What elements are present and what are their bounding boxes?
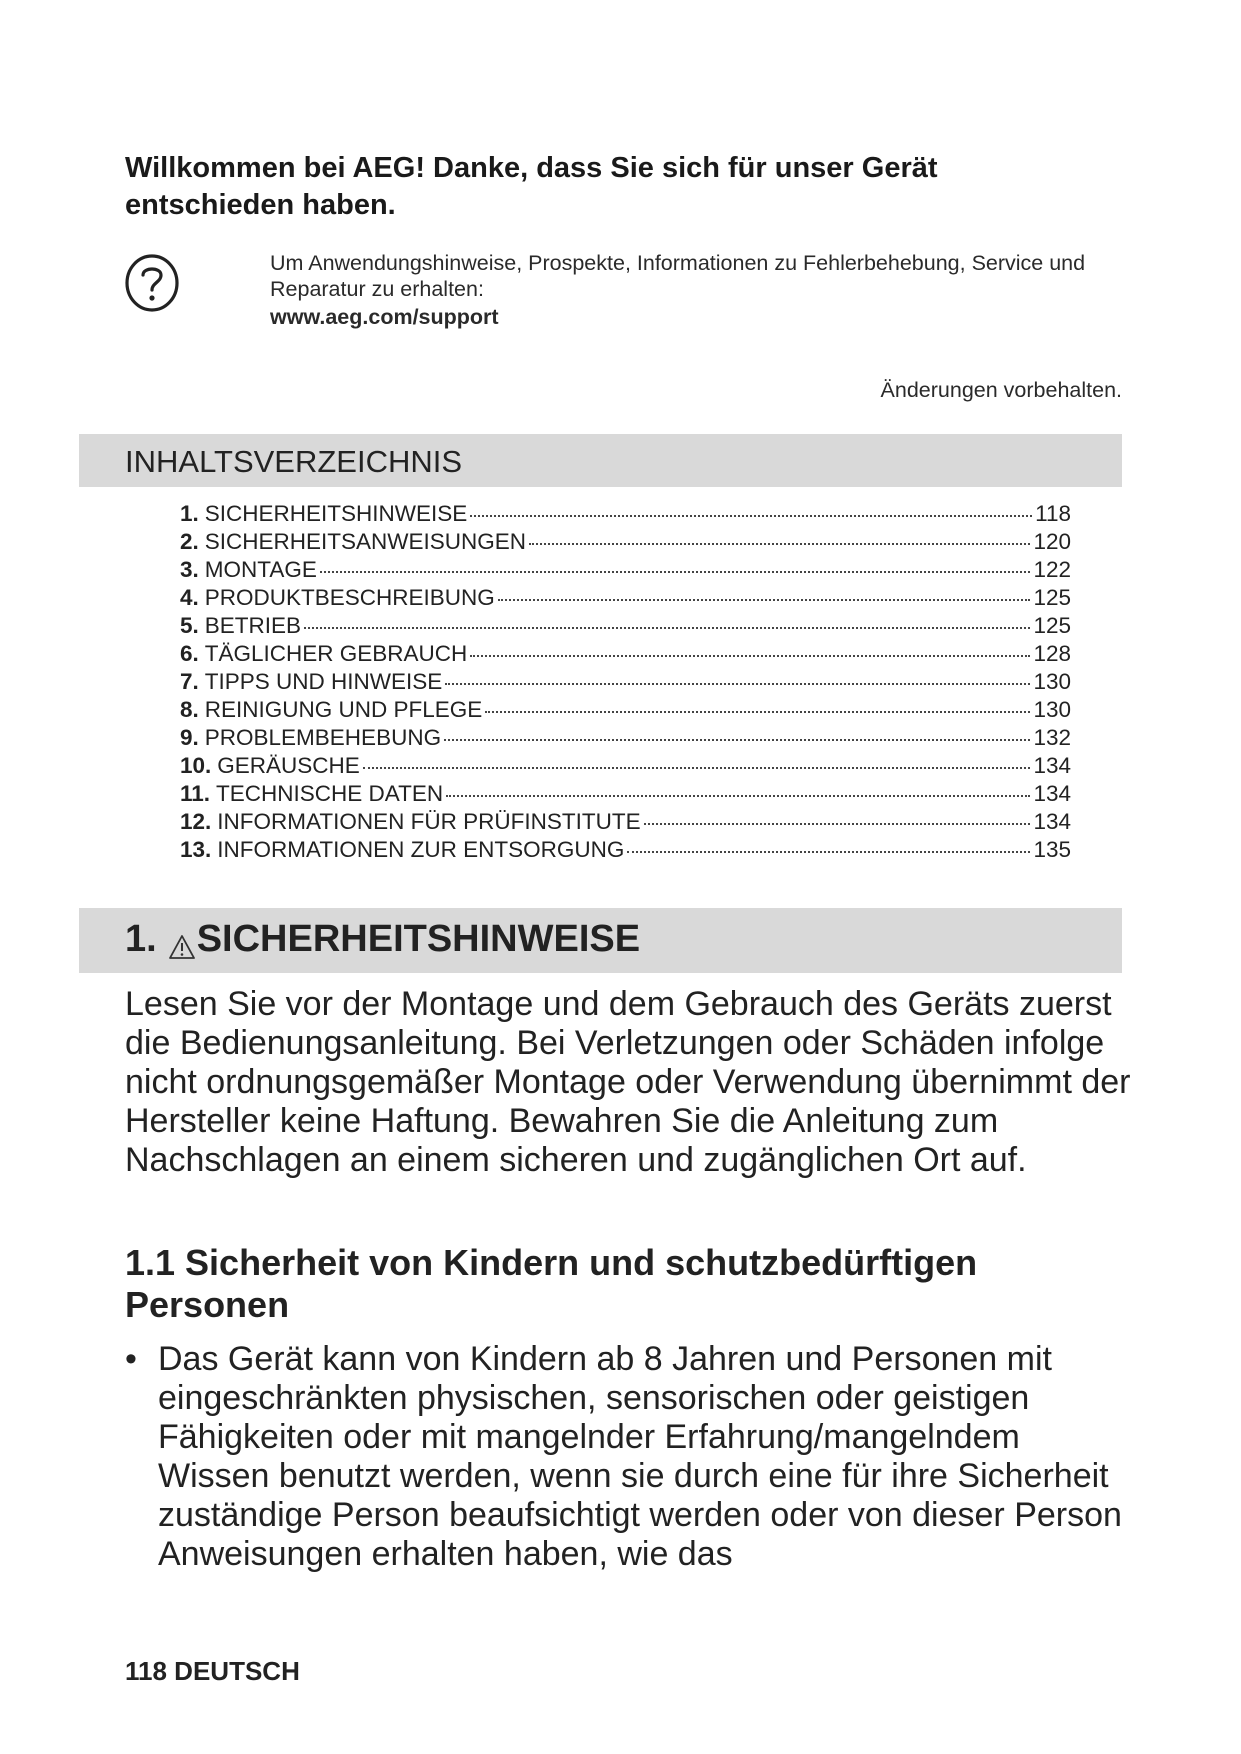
toc-entry-number: 2. [180, 529, 199, 554]
bullet-list [125, 1340, 1135, 1574]
toc-entry-label: GERÄUSCHE [217, 753, 360, 778]
toc-leader-dots [470, 497, 1032, 517]
toc-leader-dots [644, 805, 1031, 825]
toc-entry-label: INFORMATIONEN ZUR ENTSORGUNG [217, 837, 625, 862]
toc-entry-label: SICHERHEITSHINWEISE [204, 501, 468, 526]
toc-entry-page: 118 [1035, 501, 1071, 526]
toc-entry-page: 125 [1033, 613, 1071, 638]
toc-entry-number: 11. [180, 781, 211, 806]
toc-entry-page: 125 [1033, 585, 1071, 610]
toc-entry-number: 9. [180, 725, 199, 750]
toc-entry-number: 6. [180, 641, 199, 666]
toc-entry-page: 134 [1033, 781, 1071, 806]
list-item [125, 1340, 1135, 1574]
toc-entry-label: TECHNISCHE DATEN [216, 781, 444, 806]
toc-entry-page: 120 [1033, 529, 1071, 554]
toc-leader-dots [444, 721, 1030, 741]
toc-entry-number: 1. [180, 501, 199, 526]
section-1-heading [125, 918, 640, 961]
table-of-contents [180, 500, 1071, 864]
toc-entry-label: TIPPS UND HINWEISE [204, 669, 443, 694]
section-title: SICHERHEITSHINWEISE [196, 918, 641, 960]
page-footer: 118 DEUTSCH [125, 1656, 300, 1686]
toc-leader-dots [485, 693, 1030, 713]
question-circle-icon [124, 252, 182, 314]
toc-leader-dots [445, 665, 1030, 685]
toc-entry-number: 5. [180, 613, 199, 638]
toc-entry[interactable] [180, 780, 1071, 808]
toc-entry-page: 134 [1033, 753, 1071, 778]
support-text: Um Anwendungshinweise, Prospekte, Informationen zu Fehlerbehebung, Service und Reparatur zu erhalten: [270, 251, 1086, 301]
toc-leader-dots [470, 637, 1030, 657]
toc-entry-number: 12. [180, 809, 212, 834]
toc-entry[interactable] [180, 640, 1071, 668]
toc-entry[interactable] [180, 836, 1071, 864]
toc-entry-label: MONTAGE [204, 557, 317, 582]
toc-title: INHALTSVERZEICHNIS [125, 444, 463, 479]
toc-leader-dots [363, 749, 1031, 769]
welcome-heading: Willkommen bei AEG! Danke, dass Sie sich für unser Gerät entschieden haben. [125, 152, 938, 221]
toc-entry-label: PROBLEMBEHEBUNG [204, 725, 442, 750]
toc-entry[interactable] [180, 584, 1071, 612]
section-1-body: Lesen Sie vor der Montage und dem Gebrauch des Geräts zuerst die Bedienungsanleitung. Bei Verletzungen oder Schäden infolge nicht ordnungsgemäßer Montage oder Verwendung übernimmt der Hersteller keine Haftung. Bewahren Sie die Anleitung zum Nachschlagen an einem sicheren und zugänglichen Ort auf. [125, 985, 1131, 1179]
toc-entry-number: 10. [180, 753, 212, 778]
toc-entry-page: 135 [1033, 837, 1071, 862]
toc-leader-dots [627, 833, 1030, 853]
changes-note: Änderungen vorbehalten. [880, 378, 1122, 402]
toc-entry-number: 3. [180, 557, 199, 582]
toc-entry-label: INFORMATIONEN FÜR PRÜFINSTITUTE [217, 809, 641, 834]
toc-entry-label: PRODUKTBESCHREIBUNG [204, 585, 495, 610]
list-item-text: Das Gerät kann von Kindern ab 8 Jahren und Personen mit eingeschränkten physischen, sensorischen oder geistigen Fähigkeiten oder mit mangelnder Erfahrung/mangelndem Wissen benutzt werden, wenn sie durch eine für ihre Sicherheit zuständige Person beaufsichtigt werden oder von dieser Person Anweisungen erhalten haben, wie das [158, 1340, 1122, 1573]
bullet-marker: • [125, 1340, 137, 1378]
toc-entry[interactable] [180, 612, 1071, 640]
toc-entry[interactable] [180, 500, 1071, 528]
toc-entry[interactable] [180, 528, 1071, 556]
toc-entry-label: TÄGLICHER GEBRAUCH [204, 641, 468, 666]
toc-leader-dots [304, 609, 1030, 629]
toc-entry-page: 122 [1033, 557, 1071, 582]
toc-entry-number: 13. [180, 837, 212, 862]
support-url-link[interactable]: www.aeg.com/support [270, 305, 499, 329]
subsection-1-1-heading: 1.1 Sicherheit von Kindern und schutzbedürftigen Personen [125, 1242, 978, 1325]
section-number: 1. [125, 918, 157, 960]
toc-entry-page: 134 [1033, 809, 1071, 834]
toc-entry-number: 4. [180, 585, 199, 610]
toc-entry[interactable] [180, 556, 1071, 584]
toc-entry-number: 7. [180, 669, 199, 694]
toc-entry-page: 132 [1033, 725, 1071, 750]
toc-entry-label: BETRIEB [204, 613, 302, 638]
toc-leader-dots [320, 553, 1031, 573]
toc-entry-page: 128 [1033, 641, 1071, 666]
toc-entry-label: REINIGUNG UND PFLEGE [204, 697, 483, 722]
toc-leader-dots [529, 525, 1030, 545]
toc-entry-label: SICHERHEITSANWEISUNGEN [204, 529, 527, 554]
warning-triangle-icon [169, 927, 195, 953]
toc-entry-page: 130 [1033, 697, 1071, 722]
toc-entry-page: 130 [1033, 669, 1071, 694]
toc-leader-dots [498, 581, 1031, 601]
toc-entry-number: 8. [180, 697, 199, 722]
support-info [270, 250, 1140, 330]
toc-entry[interactable] [180, 752, 1071, 780]
toc-leader-dots [446, 777, 1030, 797]
toc-entry[interactable] [180, 668, 1071, 696]
toc-entry[interactable] [180, 696, 1071, 724]
toc-entry[interactable] [180, 808, 1071, 836]
toc-entry[interactable] [180, 724, 1071, 752]
